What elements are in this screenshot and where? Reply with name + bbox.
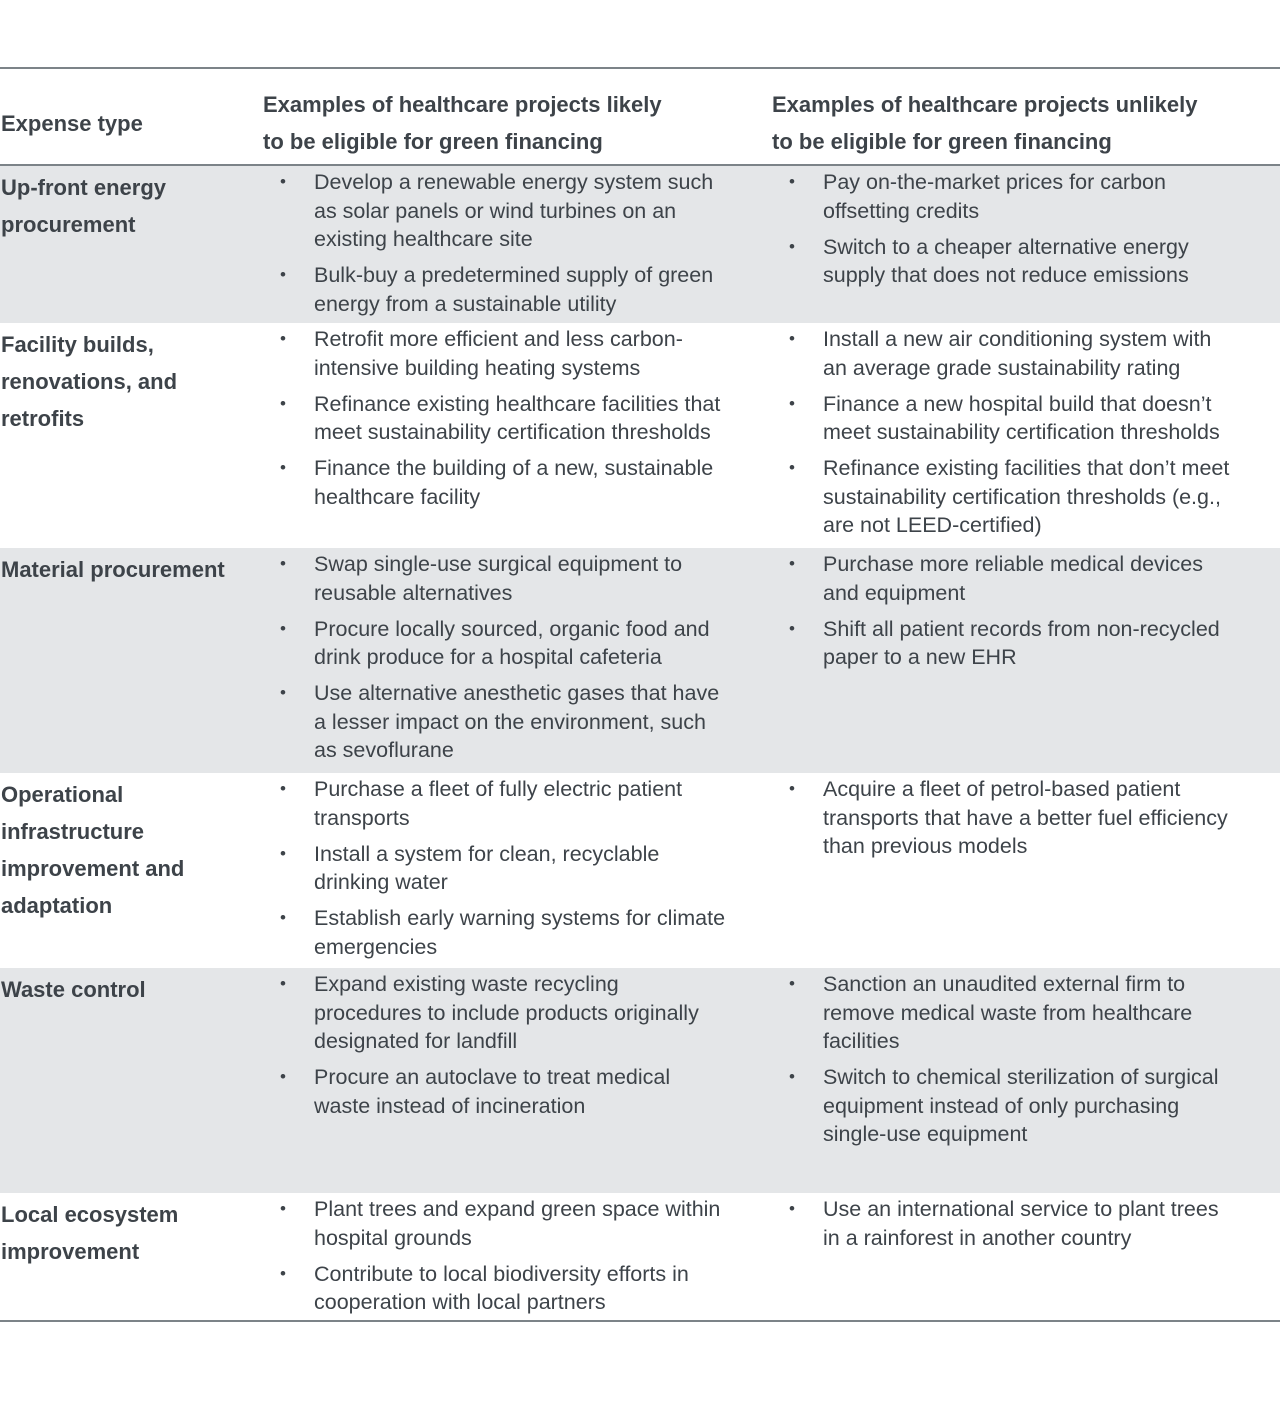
bullet-icon: • [789, 974, 795, 993]
list-item [789, 1063, 1277, 1149]
list-item-text: transports [314, 805, 410, 830]
list-item-text: Develop a renewable energy system such [314, 170, 714, 194]
list-item [280, 904, 775, 961]
bullet-icon: • [280, 974, 286, 993]
bullet-icon: • [789, 1067, 795, 1086]
list-item-text: paper to a new EHR [823, 645, 1017, 669]
table-row [0, 166, 1280, 323]
list-item [789, 615, 1277, 672]
list-item-text: Pay on-the-market prices for carbon [823, 170, 1166, 194]
likely-examples [280, 325, 775, 519]
bullet-icon: • [789, 618, 795, 638]
list-item-text: drinking water [314, 870, 448, 894]
expense-type-label-line: Up-front energy [1, 175, 166, 200]
list-item [789, 168, 1277, 225]
likely-examples [280, 775, 775, 969]
list-item-text: supply that does not reduce emissions [823, 263, 1189, 287]
list-item [280, 261, 775, 318]
list-item-text: Purchase a fleet of fully electric patient [314, 777, 683, 801]
expense-type-label-line: Waste control [1, 977, 146, 1002]
list-item-text: are not LEED-certified) [823, 513, 1042, 537]
list-item-text: single-use equipment [823, 1122, 1028, 1146]
list-item-text: as sevoflurane [314, 738, 454, 762]
list-item-text: sustainability certification thresholds (e.g., [823, 484, 1221, 509]
unlikely-examples [789, 1195, 1277, 1260]
unlikely-examples [789, 775, 1277, 868]
unlikely-examples [789, 168, 1277, 297]
expense-type-label-line: improvement and [1, 856, 185, 881]
expense-type-label-line: improvement [1, 1239, 140, 1264]
expense-type-label [1, 1196, 251, 1270]
list-item-text: meet sustainability certification thresholds [314, 420, 711, 444]
list-item-text: designated for landfill [314, 1029, 518, 1053]
list-item-text: equipment instead of only purchasing [823, 1093, 1180, 1118]
bullet-icon: • [280, 843, 286, 863]
expense-type-label-line: Operational [1, 782, 124, 807]
list-item-text: Contribute to local biodiversity efforts in [314, 1261, 689, 1286]
bullet-icon: • [789, 458, 795, 477]
list-item-text: offsetting credits [823, 198, 980, 223]
list-item-text: and equipment [823, 580, 966, 605]
bullet-icon: • [280, 908, 286, 927]
list-item-text: Use alternative anesthetic gases that have [314, 681, 720, 705]
list-item-text: Procure locally sourced, organic food and [314, 616, 710, 641]
bullet-icon: • [280, 393, 286, 413]
list-item-text: reusable alternatives [314, 580, 513, 605]
list-item-text: Plant trees and expand green space within [314, 1197, 721, 1221]
bullet-icon: • [789, 329, 795, 348]
list-item-text: procedures to include products originally [314, 1000, 699, 1025]
expense-type-label-line: infrastructure [1, 819, 145, 844]
bullet-icon: • [280, 779, 286, 798]
list-item-text: facilities [823, 1029, 900, 1053]
list-item-text: Swap single-use surgical equipment to [314, 552, 683, 576]
bullet-icon: • [789, 1199, 795, 1218]
table-row [0, 968, 1280, 1193]
table-header [0, 69, 1280, 166]
list-item [280, 168, 775, 254]
list-item [280, 1063, 775, 1120]
list-item [280, 390, 775, 447]
list-item-text: in a rainforest in another country [823, 1225, 1132, 1250]
header-expense-type: Expense type [1, 111, 143, 136]
unlikely-examples [789, 970, 1277, 1156]
table-body [0, 166, 1280, 1320]
list-item-text: healthcare facility [314, 484, 481, 509]
list-item [280, 454, 775, 511]
list-item [789, 390, 1277, 447]
table-row [0, 1193, 1280, 1320]
table-row [0, 773, 1280, 968]
list-item-text: Acquire a fleet of petrol-based patient [823, 777, 1181, 801]
list-item [789, 1195, 1277, 1252]
expense-type-label [1, 776, 251, 924]
header-unlikely-eligible: Examples of healthcare projects unlikely to be eligible for green financing [772, 92, 1198, 154]
list-item-text: Establish early warning systems for climate [314, 906, 726, 930]
list-item [789, 454, 1277, 540]
list-item [280, 615, 775, 672]
list-item-text: a lesser impact on the environment, such [314, 709, 706, 734]
list-item [280, 679, 775, 765]
expense-type-label-line: adaptation [1, 893, 113, 918]
list-item-text: an average grade sustainability rating [823, 355, 1181, 380]
list-item [789, 775, 1277, 861]
bullet-icon: • [280, 1263, 286, 1283]
list-item-text: Shift all patient records from non-recycled [823, 616, 1220, 641]
list-item-text: hospital grounds [314, 1225, 472, 1250]
expense-type-label [1, 169, 251, 243]
bullet-icon: • [789, 779, 795, 798]
list-item-text: Procure an autoclave to treat medical [314, 1065, 671, 1089]
bullet-icon: • [280, 172, 286, 191]
list-item-text: Expand existing waste recycling [314, 972, 619, 996]
list-item-text: than previous models [823, 834, 1028, 858]
list-item-text: Install a new air conditioning system with [823, 327, 1212, 351]
bullet-icon: • [280, 1199, 286, 1218]
list-item [789, 550, 1277, 607]
list-item [280, 1260, 775, 1317]
unlikely-examples [789, 325, 1277, 547]
list-item-text: Retrofit more efficient and less carbon- [314, 327, 683, 351]
list-item-text: Install a system for clean, recyclable [314, 841, 660, 866]
list-item-text: drink produce for a hospital cafeteria [314, 645, 662, 669]
list-item-text: existing healthcare site [314, 227, 533, 251]
list-item-text: cooperation with local partners [314, 1290, 606, 1314]
list-item-text: meet sustainability certification thresholds [823, 420, 1220, 444]
list-item-text: Switch to a cheaper alternative energy [823, 234, 1189, 259]
list-item-text: Refinance existing facilities that don’t meet [823, 456, 1230, 480]
expense-type-label-line: Local ecosystem [1, 1202, 179, 1227]
bullet-icon: • [789, 393, 795, 413]
list-item [789, 233, 1277, 290]
expense-type-label-line: Material procurement [1, 557, 225, 582]
green-financing-table [0, 67, 1280, 1322]
list-item [280, 325, 775, 382]
list-item-text: transports that have a better fuel efficiency [823, 805, 1228, 830]
expense-type-label [1, 551, 251, 588]
list-item-text: emergencies [314, 934, 438, 959]
bullet-icon: • [789, 236, 795, 256]
expense-type-label-line: renovations, and [1, 369, 178, 394]
list-item-text: remove medical waste from healthcare [823, 1000, 1193, 1025]
list-item [280, 775, 775, 832]
list-item-text: as solar panels or wind turbines on an [314, 198, 677, 223]
list-item-text: Bulk-buy a predetermined supply of green [314, 263, 714, 287]
bullet-icon: • [280, 683, 286, 702]
list-item [789, 970, 1277, 1056]
list-item [280, 970, 775, 1056]
list-item [280, 1195, 775, 1252]
bullet-icon: • [280, 618, 286, 638]
list-item [280, 550, 775, 607]
bullet-icon: • [789, 172, 795, 191]
bullet-icon: • [280, 329, 286, 348]
likely-examples [280, 1195, 775, 1324]
header-likely-eligible: Examples of healthcare projects likely to be eligible for green financing [263, 92, 662, 154]
likely-examples [280, 970, 775, 1128]
bullet-icon: • [280, 1067, 286, 1086]
bullet-icon: • [789, 554, 795, 573]
list-item-text: Finance a new hospital build that doesn’t [823, 391, 1212, 416]
list-item-text: Switch to chemical sterilization of surgical [823, 1065, 1219, 1089]
unlikely-examples [789, 550, 1277, 679]
bullet-icon: • [280, 458, 286, 477]
expense-type-label-line: Facility builds, [1, 332, 154, 357]
list-item-text: energy from a sustainable utility [314, 291, 617, 316]
table-row [0, 323, 1280, 548]
expense-type-label-line: procurement [1, 212, 136, 237]
likely-examples [280, 550, 775, 772]
bullet-icon: • [280, 265, 286, 284]
list-item-text: Use an international service to plant trees [823, 1197, 1219, 1221]
expense-type-label-line: retrofits [1, 406, 85, 431]
list-item-text: waste instead of incineration [314, 1093, 586, 1118]
list-item [280, 840, 775, 897]
list-item-text: Sanction an unaudited external firm to [823, 972, 1186, 996]
expense-type-label [1, 326, 251, 437]
bullet-icon: • [280, 554, 286, 573]
list-item [789, 325, 1277, 382]
list-item-text: intensive building heating systems [314, 355, 641, 380]
table-row [0, 548, 1280, 773]
expense-type-label [1, 971, 251, 1008]
list-item-text: Finance the building of a new, sustainable [314, 456, 714, 480]
list-item-text: Purchase more reliable medical devices [823, 552, 1204, 576]
list-item-text: Refinance existing healthcare facilities that [314, 391, 721, 416]
likely-examples [280, 168, 775, 326]
